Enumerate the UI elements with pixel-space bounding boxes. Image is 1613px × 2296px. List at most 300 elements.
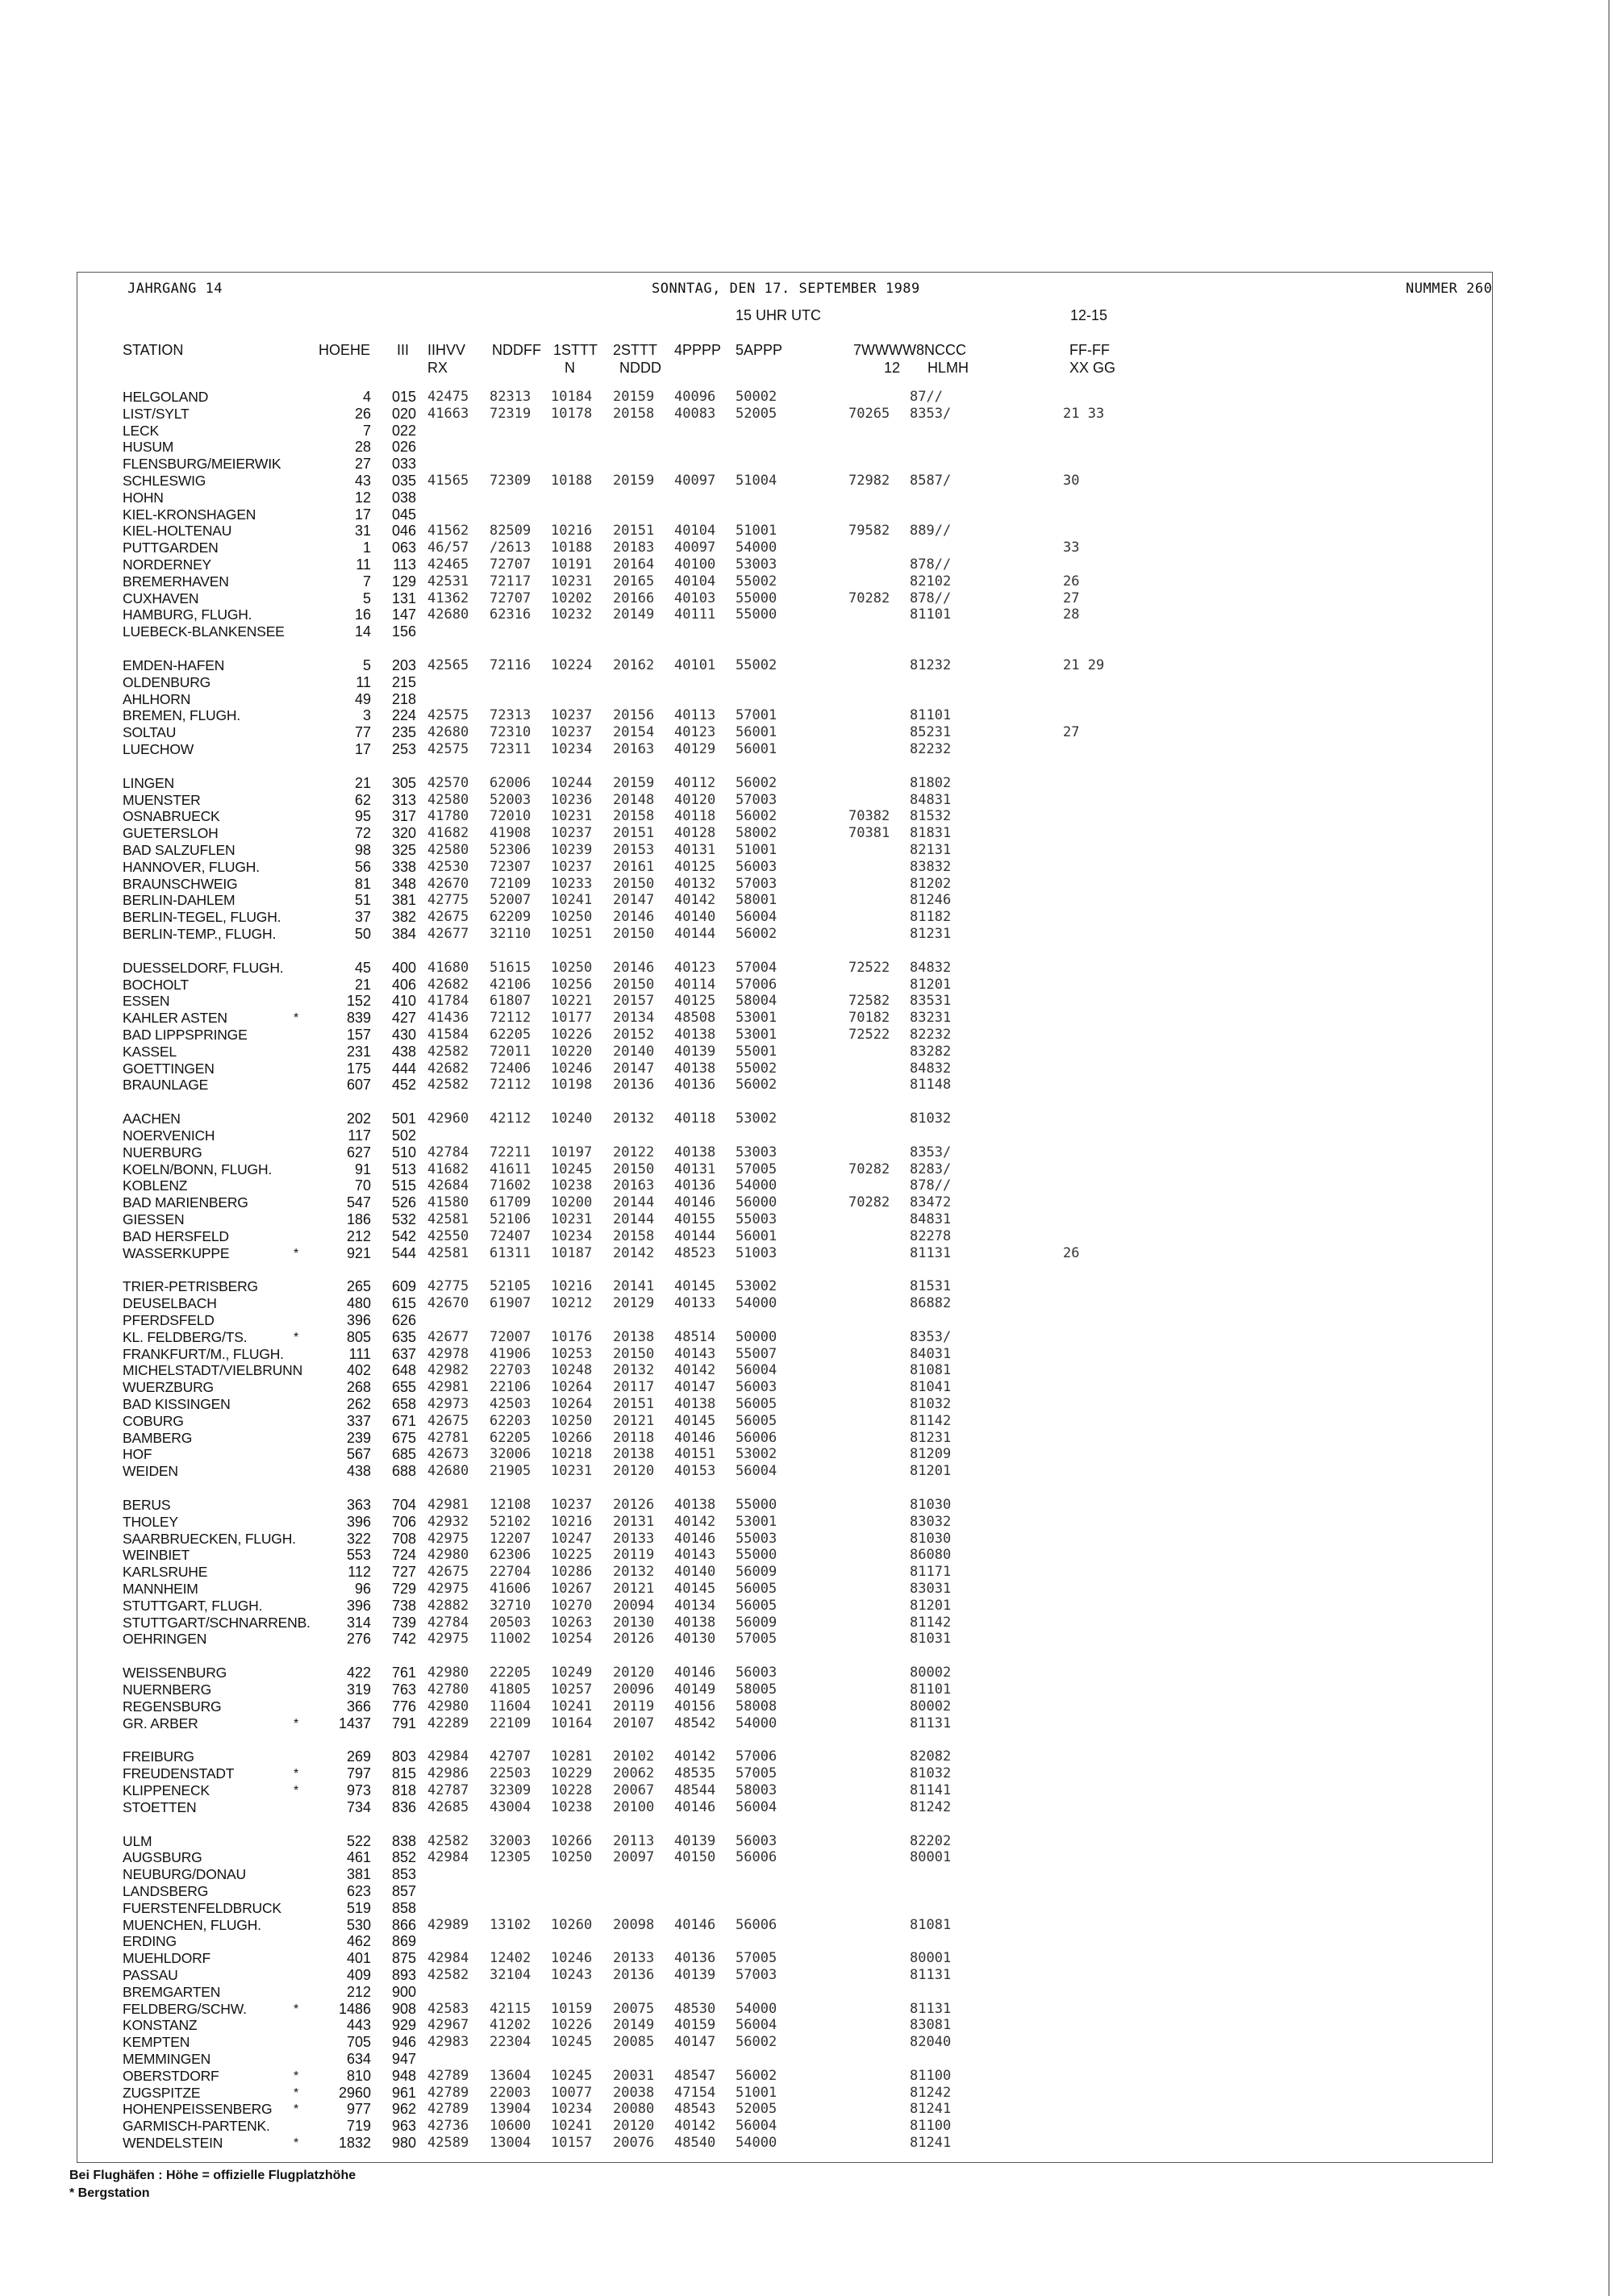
obs-group-5: 40146 — [674, 1530, 716, 1547]
obs-group-1: 42582 — [427, 1967, 469, 1983]
obs-group-6: 54000 — [736, 1295, 777, 1312]
obs-group-5: 40133 — [674, 1295, 716, 1312]
obs-group-6: 53001 — [736, 1010, 777, 1027]
obs-group-2: 13604 — [490, 2067, 531, 2084]
obs-group-3: 10226 — [551, 2017, 593, 2034]
obs-group-4: 20132 — [613, 1110, 655, 1127]
table-row — [0, 1883, 1613, 1900]
station-height: 973 — [346, 1782, 371, 1798]
obs-group-5: 40130 — [674, 1631, 716, 1648]
station-id: 637 — [391, 1345, 416, 1362]
obs-group-4: 20149 — [613, 2017, 655, 2034]
table-row — [0, 606, 1613, 623]
obs-group-8: 8353/ — [910, 1144, 952, 1161]
station-id: 857 — [391, 1883, 416, 1899]
obs-group-4: 20151 — [613, 523, 655, 540]
obs-group-8: 80001 — [910, 1849, 952, 1866]
obs-group-5: 40136 — [674, 1077, 716, 1094]
obs-group-7: 72582 — [848, 993, 890, 1010]
station-id: 635 — [391, 1328, 416, 1345]
obs-group-3: 10246 — [551, 1060, 593, 1077]
table-row — [0, 1933, 1613, 1950]
station-height: 56 — [354, 858, 371, 875]
obs-group-8: 81531 — [910, 1278, 952, 1295]
obs-group-4: 20151 — [613, 1396, 655, 1412]
station-name: WASSERKUPPE — [123, 1244, 230, 1261]
obs-group-4: 20107 — [613, 1715, 655, 1731]
obs-group-8: 81031 — [910, 1631, 952, 1648]
station-id: 203 — [391, 657, 416, 673]
obs-group-2: 11002 — [490, 1631, 531, 1648]
obs-group-2: 62316 — [490, 606, 531, 623]
obs-group-3: 10176 — [551, 1328, 593, 1345]
station-name: MUENSTER — [123, 791, 201, 808]
table-row — [0, 2034, 1613, 2051]
obs-group-4: 20121 — [613, 1412, 655, 1429]
station-id: 129 — [391, 573, 416, 590]
obs-group-4: 20150 — [613, 875, 655, 892]
station-name: NUERNBERG — [123, 1681, 212, 1698]
obs-group-2: 62006 — [490, 774, 531, 791]
obs-group-6: 58005 — [736, 1681, 777, 1698]
obs-group-2: 22109 — [490, 1715, 531, 1731]
table-row — [0, 473, 1613, 490]
station-id: 929 — [391, 2017, 416, 2034]
obs-group-5: 48540 — [674, 2135, 716, 2151]
station-name: COBURG — [123, 1412, 184, 1429]
mountain-station-mark: * — [294, 1784, 299, 1798]
obs-group-9: 27 — [1063, 590, 1080, 606]
obs-group-4: 20141 — [613, 1278, 655, 1295]
table-row — [0, 1077, 1613, 1094]
obs-group-5: 40146 — [674, 1916, 716, 1933]
obs-group-3: 10229 — [551, 1765, 593, 1782]
obs-group-3: 10245 — [551, 2067, 593, 2084]
obs-group-2: 22205 — [490, 1665, 531, 1681]
obs-group-5: 40139 — [674, 1043, 716, 1060]
issue-number: NUMMER 260 — [1406, 281, 1493, 297]
obs-group-8: 87// — [910, 389, 943, 405]
table-row — [0, 1531, 1613, 1548]
table-row — [0, 556, 1613, 573]
station-name: PASSAU — [123, 1967, 178, 1983]
obs-group-1: 42775 — [427, 892, 469, 909]
obs-group-1: 42789 — [427, 2067, 469, 2084]
obs-group-8: 82202 — [910, 1832, 952, 1849]
obs-group-3: 10257 — [551, 1681, 593, 1698]
station-name: GUETERSLOH — [123, 825, 219, 842]
obs-group-2: 72309 — [490, 473, 531, 489]
obs-group-8: 81101 — [910, 606, 952, 623]
obs-group-4: 20130 — [613, 1614, 655, 1631]
station-name: SCHLESWIG — [123, 473, 206, 489]
station-height: 530 — [346, 1916, 371, 1933]
obs-group-5: 48530 — [674, 2000, 716, 2017]
obs-group-4: 20147 — [613, 892, 655, 909]
station-id: 046 — [391, 523, 416, 540]
obs-group-4: 20161 — [613, 858, 655, 875]
obs-group-6: 56002 — [736, 926, 777, 942]
station-name: OEHRINGEN — [123, 1631, 207, 1648]
table-row — [0, 1295, 1613, 1312]
table-row — [0, 1010, 1613, 1027]
station-height: 11 — [356, 556, 371, 573]
station-height: 805 — [346, 1328, 371, 1345]
obs-group-9: 26 — [1063, 1244, 1080, 1261]
station-name: ERDING — [123, 1933, 177, 1950]
table-row — [0, 909, 1613, 926]
obs-group-6: 51001 — [736, 2084, 777, 2101]
obs-group-5: 40114 — [674, 976, 716, 993]
obs-group-8: 81532 — [910, 808, 952, 825]
obs-group-4: 20159 — [613, 473, 655, 489]
obs-group-6: 58004 — [736, 993, 777, 1010]
station-name: NUERBURG — [123, 1144, 202, 1161]
obs-group-8: 83032 — [910, 1513, 952, 1530]
obs-group-3: 10239 — [551, 842, 593, 858]
obs-group-1: 42967 — [427, 2017, 469, 2034]
station-name: KL. FELDBERG/TS. — [123, 1328, 248, 1345]
table-row — [0, 1027, 1613, 1044]
obs-group-8: 81131 — [910, 1244, 952, 1261]
period-range: 12-15 — [1070, 307, 1108, 323]
station-name: KIEL-KRONSHAGEN — [123, 506, 256, 523]
station-id: 791 — [391, 1715, 416, 1731]
table-row — [0, 892, 1613, 909]
obs-group-5: 40128 — [674, 825, 716, 842]
obs-group-4: 20075 — [613, 2000, 655, 2017]
obs-group-5: 40097 — [674, 540, 716, 556]
station-id: 739 — [391, 1614, 416, 1631]
station-name: NOERVENICH — [123, 1127, 215, 1144]
obs-group-7: 70265 — [848, 405, 890, 422]
obs-group-1: 46/57 — [427, 540, 469, 556]
obs-group-3: 10232 — [551, 606, 593, 623]
station-id: 381 — [391, 892, 416, 909]
obs-group-2: 22704 — [490, 1564, 531, 1581]
obs-group-2: 41906 — [490, 1345, 531, 1362]
table-row — [0, 1396, 1613, 1413]
obs-group-6: 56003 — [736, 1665, 777, 1681]
obs-group-5: 48547 — [674, 2067, 716, 2084]
obs-group-4: 20098 — [613, 1916, 655, 1933]
station-height: 262 — [346, 1396, 371, 1412]
obs-group-8: 81209 — [910, 1446, 952, 1463]
obs-group-1: 42975 — [427, 1581, 469, 1597]
table-row — [0, 2001, 1613, 2018]
obs-group-3: 10077 — [551, 2084, 593, 2101]
obs-group-6: 57005 — [736, 1765, 777, 1782]
table-row — [0, 1782, 1613, 1799]
obs-group-5: 40104 — [674, 573, 716, 590]
obs-group-3: 10191 — [551, 556, 593, 573]
obs-group-6: 58003 — [736, 1782, 777, 1798]
station-height: 62 — [354, 791, 371, 808]
obs-group-5: 40104 — [674, 523, 716, 540]
obs-group-5: 40146 — [674, 1429, 716, 1446]
obs-group-2: 20503 — [490, 1614, 531, 1631]
obs-group-3: 10248 — [551, 1362, 593, 1379]
obs-group-8: 81148 — [910, 1077, 952, 1094]
station-name: BOCHOLT — [123, 976, 189, 993]
table-row — [0, 1245, 1613, 1262]
station-id: 869 — [391, 1933, 416, 1950]
col-8nccc-sub: HLMH — [927, 360, 969, 376]
station-height: 239 — [346, 1429, 371, 1446]
obs-group-6: 53001 — [736, 1027, 777, 1043]
obs-group-1: 42983 — [427, 2034, 469, 2051]
station-name: MICHELSTADT/VIELBRUNN — [123, 1362, 303, 1379]
obs-group-4: 20076 — [613, 2135, 655, 2151]
station-id: 893 — [391, 1967, 416, 1983]
obs-group-4: 20121 — [613, 1581, 655, 1597]
station-height: 1437 — [338, 1715, 371, 1731]
station-id: 022 — [391, 422, 416, 439]
obs-group-5: 40138 — [674, 1396, 716, 1412]
table-row — [0, 1631, 1613, 1648]
obs-group-1: 42978 — [427, 1345, 469, 1362]
station-height: 231 — [346, 1043, 371, 1060]
obs-group-2: 82509 — [490, 523, 531, 540]
obs-group-3: 10251 — [551, 926, 593, 942]
obs-group-8: 80002 — [910, 1665, 952, 1681]
obs-group-6: 51001 — [736, 523, 777, 540]
station-name: MUEHLDORF — [123, 1950, 211, 1967]
obs-group-3: 10231 — [551, 1211, 593, 1227]
station-height: 276 — [346, 1631, 371, 1648]
obs-group-8: 81081 — [910, 1916, 952, 1933]
station-height: 26 — [354, 405, 371, 422]
station-name: WEISSENBURG — [123, 1665, 227, 1681]
station-height: 705 — [346, 2034, 371, 2051]
obs-group-8: 81171 — [910, 1564, 952, 1581]
obs-group-8: 8353/ — [910, 1328, 952, 1345]
obs-group-2: 22304 — [490, 2034, 531, 2051]
obs-group-3: 10237 — [551, 724, 593, 741]
table-row — [0, 1581, 1613, 1598]
station-name: MEMMINGEN — [123, 2051, 211, 2067]
station-height: 265 — [346, 1278, 371, 1295]
obs-group-5: 48542 — [674, 1715, 716, 1731]
obs-group-1: 42973 — [427, 1396, 469, 1412]
table-row — [0, 1228, 1613, 1245]
station-height: 43 — [354, 473, 371, 489]
col-5appp: 5APPP — [736, 342, 783, 358]
station-name: DEUSELBACH — [123, 1295, 217, 1312]
obs-group-5: 40146 — [674, 1798, 716, 1815]
obs-group-4: 20158 — [613, 405, 655, 422]
table-row — [0, 1665, 1613, 1681]
obs-group-2: 10600 — [490, 2118, 531, 2135]
obs-group-5: 40145 — [674, 1412, 716, 1429]
obs-group-2: 41805 — [490, 1681, 531, 1698]
station-height: 28 — [354, 439, 371, 456]
obs-group-4: 20140 — [613, 1043, 655, 1060]
station-id: 348 — [391, 875, 416, 892]
obs-group-5: 48535 — [674, 1765, 716, 1782]
mountain-station-mark: * — [294, 2102, 299, 2117]
obs-group-3: 10236 — [551, 791, 593, 808]
station-id: 818 — [391, 1782, 416, 1798]
obs-group-2: 52003 — [490, 791, 531, 808]
obs-group-1: 42980 — [427, 1665, 469, 1681]
obs-group-5: 48523 — [674, 1244, 716, 1261]
obs-group-8: 83282 — [910, 1043, 952, 1060]
obs-group-8: 82278 — [910, 1227, 952, 1244]
station-name: BAD KISSINGEN — [123, 1396, 231, 1412]
obs-group-3: 10243 — [551, 1967, 593, 1983]
obs-group-2: 41611 — [490, 1161, 531, 1177]
obs-group-3: 10286 — [551, 1564, 593, 1581]
mountain-station-mark: * — [294, 1767, 299, 1781]
obs-group-6: 56006 — [736, 1429, 777, 1446]
obs-group-5: 40123 — [674, 959, 716, 976]
station-height: 202 — [346, 1110, 371, 1127]
obs-group-5: 40129 — [674, 741, 716, 757]
obs-group-4: 20154 — [613, 724, 655, 741]
mountain-station-mark: * — [294, 2136, 299, 2150]
obs-group-3: 10237 — [551, 1497, 593, 1513]
station-name: BAD HERSFELD — [123, 1227, 229, 1244]
station-id: 384 — [391, 926, 416, 942]
obs-group-6: 56002 — [736, 1077, 777, 1094]
obs-group-6: 57004 — [736, 959, 777, 976]
table-row — [0, 691, 1613, 708]
obs-group-8: 81131 — [910, 1967, 952, 1983]
obs-group-6: 50002 — [736, 389, 777, 405]
obs-group-3: 10231 — [551, 808, 593, 825]
col-nddff: NDDFF — [492, 342, 541, 358]
obs-group-1: 42570 — [427, 774, 469, 791]
obs-group-6: 56005 — [736, 1412, 777, 1429]
obs-group-1: 42989 — [427, 1916, 469, 1933]
obs-group-8: 82131 — [910, 842, 952, 858]
station-id: 235 — [391, 724, 416, 741]
obs-group-3: 10256 — [551, 976, 593, 993]
table-row — [0, 1967, 1613, 1984]
obs-group-1: 42980 — [427, 1698, 469, 1715]
obs-group-6: 56005 — [736, 1396, 777, 1412]
station-id: 542 — [391, 1227, 416, 1244]
obs-group-4: 20120 — [613, 1665, 655, 1681]
obs-group-8: 81081 — [910, 1362, 952, 1379]
obs-group-2: 42707 — [490, 1748, 531, 1765]
obs-group-2: 22003 — [490, 2084, 531, 2101]
station-height: 112 — [348, 1564, 371, 1581]
obs-group-2: 12108 — [490, 1497, 531, 1513]
obs-group-5: 40100 — [674, 556, 716, 573]
station-id: 655 — [391, 1379, 416, 1396]
table-row — [0, 707, 1613, 724]
station-id: 908 — [391, 2000, 416, 2017]
station-name: SAARBRUECKEN, FLUGH. — [123, 1530, 296, 1547]
obs-group-2: 42503 — [490, 1396, 531, 1412]
obs-group-6: 56004 — [736, 1798, 777, 1815]
obs-group-6: 56009 — [736, 1614, 777, 1631]
obs-group-1: 41562 — [427, 523, 469, 540]
station-name: KASSEL — [123, 1043, 177, 1060]
obs-group-5: 40146 — [674, 1665, 716, 1681]
col-iii: III — [397, 342, 410, 358]
station-id: 615 — [391, 1295, 416, 1312]
obs-group-3: 10231 — [551, 573, 593, 590]
obs-group-8: 84832 — [910, 959, 952, 976]
obs-group-8: 878// — [910, 556, 952, 573]
table-row — [0, 1329, 1613, 1346]
station-height: 567 — [346, 1446, 371, 1463]
obs-group-6: 55000 — [736, 1547, 777, 1564]
station-id: 147 — [391, 606, 416, 623]
table-row — [0, 1430, 1613, 1447]
station-height: 519 — [346, 1899, 371, 1916]
obs-group-3: 10202 — [551, 590, 593, 606]
obs-group-2: 21905 — [490, 1463, 531, 1480]
obs-group-4: 20126 — [613, 1497, 655, 1513]
obs-group-2: 72117 — [490, 573, 531, 590]
obs-group-2: 42106 — [490, 976, 531, 993]
station-name: KOBLENZ — [123, 1177, 188, 1194]
table-row — [0, 1984, 1613, 2001]
obs-group-9: 28 — [1063, 606, 1080, 623]
station-name: AHLHORN — [123, 690, 191, 707]
obs-group-8: 81032 — [910, 1396, 952, 1412]
station-name: FUERSTENFELDBRUCK — [123, 1899, 281, 1916]
station-id: 742 — [391, 1631, 416, 1648]
obs-group-1: 42580 — [427, 791, 469, 808]
obs-group-3: 10159 — [551, 2000, 593, 2017]
obs-group-3: 10184 — [551, 389, 593, 405]
obs-group-1: 42981 — [427, 1379, 469, 1396]
obs-group-3: 10241 — [551, 892, 593, 909]
station-height: 45 — [354, 959, 371, 976]
obs-group-3: 10260 — [551, 1916, 593, 1933]
station-height: 627 — [346, 1144, 371, 1161]
station-id: 900 — [391, 1983, 416, 2000]
obs-group-4: 20132 — [613, 1564, 655, 1581]
station-height: 443 — [346, 2017, 371, 2034]
obs-group-2: 72707 — [490, 556, 531, 573]
obs-group-5: 40138 — [674, 1027, 716, 1043]
station-name: HAMBURG, FLUGH. — [123, 606, 252, 623]
table-row — [0, 1110, 1613, 1127]
station-height: 337 — [346, 1412, 371, 1429]
obs-group-8: 81032 — [910, 1765, 952, 1782]
obs-group-1: 41663 — [427, 405, 469, 422]
obs-group-2: 72011 — [490, 1043, 531, 1060]
station-name: AACHEN — [123, 1110, 181, 1127]
obs-group-3: 10234 — [551, 741, 593, 757]
station-name: LINGEN — [123, 774, 174, 791]
station-height: 12 — [354, 489, 371, 506]
table-row — [0, 1866, 1613, 1883]
station-id: 866 — [391, 1916, 416, 1933]
obs-group-1: 42882 — [427, 1597, 469, 1614]
obs-group-3: 10187 — [551, 1244, 593, 1261]
obs-group-1: 41584 — [427, 1027, 469, 1043]
obs-group-4: 20147 — [613, 1060, 655, 1077]
station-height: 322 — [346, 1530, 371, 1547]
obs-group-6: 56006 — [736, 1916, 777, 1933]
station-name: OLDENBURG — [123, 673, 211, 690]
obs-group-8: 83031 — [910, 1581, 952, 1597]
obs-group-4: 20131 — [613, 1513, 655, 1530]
obs-group-8: 889// — [910, 523, 952, 540]
obs-group-5: 40136 — [674, 1177, 716, 1194]
obs-group-7: 72522 — [848, 1027, 890, 1043]
station-height: 3 — [362, 707, 371, 724]
station-id: 963 — [391, 2118, 416, 2135]
station-height: 212 — [346, 1983, 371, 2000]
